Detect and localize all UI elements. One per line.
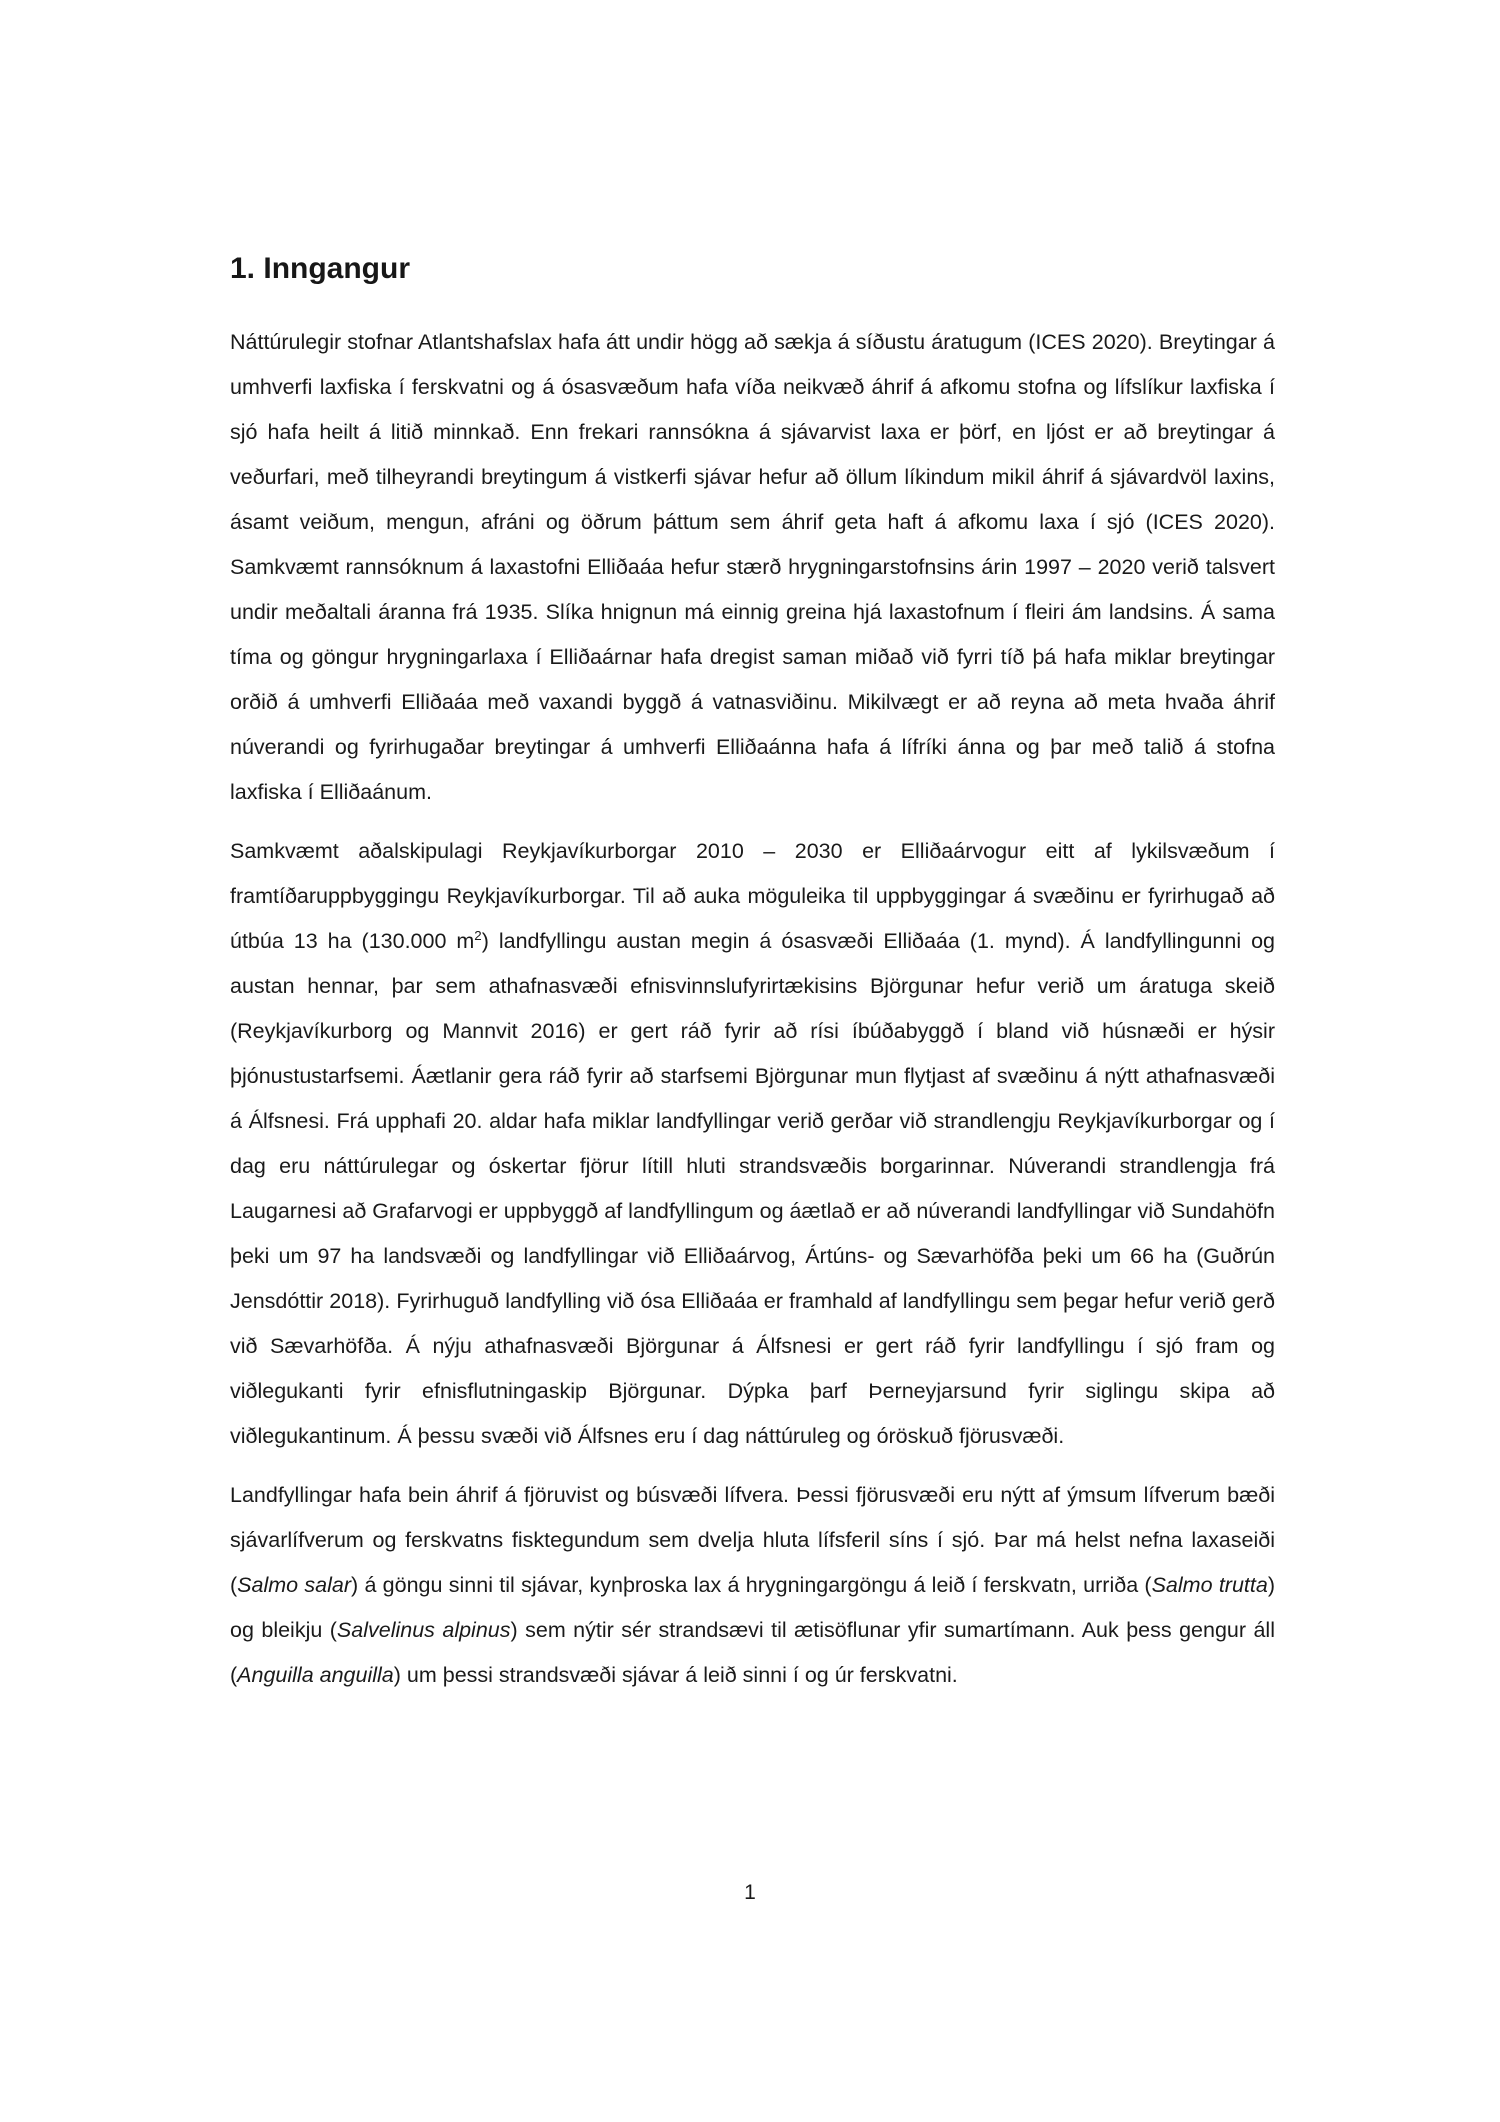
superscript: 2 xyxy=(474,927,482,943)
document-body xyxy=(230,320,1275,1698)
paragraph xyxy=(230,320,1275,815)
page-number: 1 xyxy=(744,1881,756,1904)
text-run: Landfyllingar hafa bein áhrif á fjöruvist og búsvæði lífvera. Þessi fjörusvæði eru nýtt af ýmsum lífverum bæði sjávarlífverum og ferskvatns fisktegundum sem dvelja hluta lífsferil síns í sjó. Þar má helst nefna laxaseiði ( xyxy=(230,1483,1275,1597)
text-run: ) um þessi strandsvæði sjávar á leið sinni í og úr ferskvatni. xyxy=(393,1663,958,1687)
species-name: Anguilla anguilla xyxy=(237,1663,394,1687)
text-run: Samkvæmt aðalskipulagi Reykjavíkurborgar 2010 – 2030 er Elliðaárvogur eitt af lykilsvæðum í framtíðaruppbyggingu Reykjavíkurborgar. Til að auka möguleika til uppbyggingar á svæðinu er fyrirhugað að útbúa 13 ha (130.000 m xyxy=(230,839,1275,953)
text-run: ) landfyllingu austan megin á ósasvæði Elliðaáa (1. mynd). Á landfyllingunni og austan hennar, þar sem athafnasvæði efnisvinnslufyrirtækisins Björgunar hefur verið um áratuga skeið (Reykjavíkurborg og Mannvit 2016) er gert ráð fyrir að rísi íbúðabyggð í bland við húsnæði er hýsir þjónustustarfsemi. Áætlanir gera ráð fyrir að starfsemi Björgunar mun flytjast af svæðinu á nýtt athafnasvæði á Álfsnesi. Frá upphafi 20. aldar hafa miklar landfyllingar verið gerðar við strandlengju Reykjavíkurborgar og í dag eru náttúrulegar og óskertar fjörur lítill hluti strandsvæðis borgarinnar. Núverandi strandlengja frá Laugarnesi að Grafarvogi er uppbyggð af landfyllingum og áætlað er að núverandi landfyllingar við Sundahöfn þeki um 97 ha landsvæði og landfyllingar við Elliðaárvog, Ártúns- og Sævarhöfða þeki um 66 ha (Guðrún Jensdóttir 2018). Fyrirhuguð landfylling við ósa Elliðaáa er framhald af landfyllingu sem þegar hefur verið gerð við Sævarhöfða. Á nýju athafnasvæði Björgunar á Álfsnesi er gert ráð fyrir landfyllingu í sjó fram og viðlegukanti fyrir efnisflutningaskip Björgunar. Dýpka þarf Þerneyjarsund fyrir siglingu skipa að viðlegukantinum. Á þessu svæði við Álfsnes eru í dag náttúruleg og óröskuð fjörusvæði. xyxy=(230,929,1276,1448)
species-name: Salvelinus alpinus xyxy=(336,1618,511,1642)
text-run: ) sem nýtir sér strandsævi til ætisöflunar yfir sumartímann. Auk þess gengur áll ( xyxy=(230,1618,1275,1687)
species-name: Salmo salar xyxy=(237,1573,351,1597)
text-run: Náttúrulegir stofnar Atlantshafslax hafa átt undir högg að sækja á síðustu áratugum (ICES 2020). Breytingar á umhverfi laxfiska í ferskvatni og á ósasvæðum hafa víða neikvæð áhrif á afkomu stofna og lífslíkur laxfiska í sjó hafa heilt á litið minnkað. Enn frekari rannsókna á sjávarvist laxa er þörf, en ljóst er að breytingar á veðurfari, með tilheyrandi breytingum á vistkerfi sjávar hefur að öllum líkindum mikil áhrif á sjávardvöl laxins, ásamt veiðum, mengun, afráni og öðrum þáttum sem áhrif geta haft á afkomu laxa í sjó (ICES 2020). Samkvæmt rannsóknum á laxastofni Elliðaáa hefur stærð hrygningarstofnsins árin 1997 – 2020 verið talsvert undir meðaltali áranna frá 1935. Slíka hnignun má einnig greina hjá laxastofnum í fleiri ám landsins. Á sama tíma og göngur hrygningarlaxa í Elliðaárnar hafa dregist saman miðað við fyrri tíð þá hafa miklar breytingar orðið á umhverfi Elliðaáa með vaxandi byggð á vatnasviðinu. Mikilvægt er að reyna að meta hvaða áhrif núverandi og fyrirhugaðar breytingar á umhverfi Elliðaánna hafa á lífríki ánna og þar með talið á stofna laxfiska í Elliðaánum. xyxy=(230,330,1275,804)
text-run: ) og bleikju ( xyxy=(230,1573,1275,1642)
paragraph xyxy=(230,829,1275,1459)
text-run: ) á göngu sinni til sjávar, kynþroska lax á hrygningargöngu á leið í ferskvatn, urriða ( xyxy=(351,1573,1152,1597)
species-name: Salmo trutta xyxy=(1151,1573,1268,1597)
section-heading: 1. Inngangur xyxy=(230,252,410,285)
paragraph xyxy=(230,1473,1275,1698)
